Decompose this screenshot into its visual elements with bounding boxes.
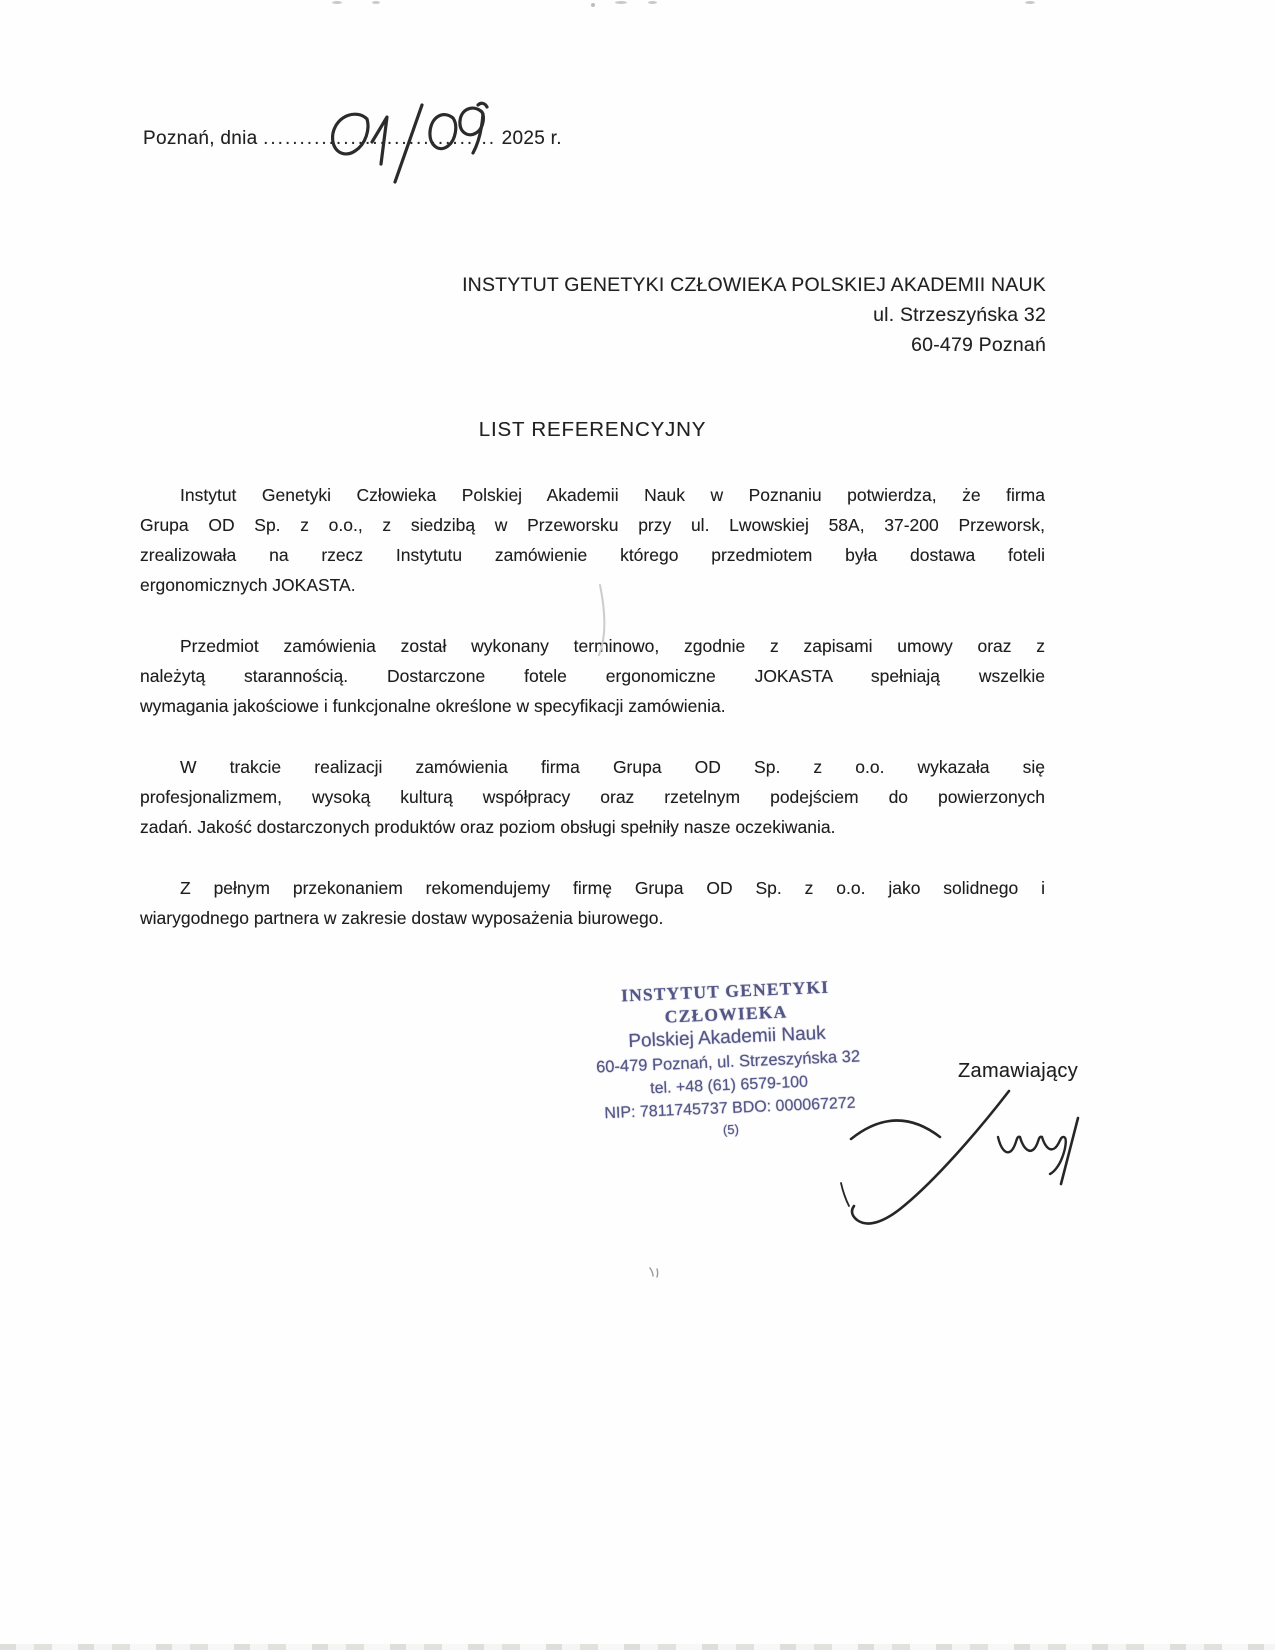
scan-speck [648, 1, 657, 4]
body-line: Z pełnym przekonaniem rekomendujemy firmę Grupa OD Sp. z o.o. jako solidnego i [180, 878, 1045, 898]
recipient-street: ul. Strzeszyńska 32 [873, 304, 1046, 326]
body-line: profesjonalizmem, wysoką kulturą współpracy oraz rzetelnym podejściem do powierzonych [140, 787, 1045, 807]
body-line: W trakcie realizacji zamówienia firma Grupa OD Sp. z o.o. wykazała się [180, 757, 1045, 777]
body-line: ergonomicznych JOKASTA. [140, 575, 356, 595]
recipient-name: INSTYTUT GENETYKI CZŁOWIEKA POLSKIEJ AKADEMII NAUK [462, 274, 1046, 296]
scan-speck [615, 1, 627, 4]
body-line: wiarygodnego partnera w zakresie dostaw wyposażenia biurowego. [140, 908, 664, 928]
handwritten-date-value [0, 0, 1, 1]
date-year-suffix: 2025 r. [501, 128, 562, 149]
paragraph-2 [140, 631, 1045, 721]
document-title: LIST REFERENCYJNY [478, 418, 707, 441]
recipient-city: 60-479 Poznań [911, 334, 1046, 356]
stamp-phone: tel. +48 (61) 6579-100 [649, 1073, 809, 1098]
institution-stamp [575, 974, 881, 1146]
paragraph-3 [140, 752, 1045, 842]
signer-role-label: Zamawiający [958, 1060, 1078, 1082]
body-line: zrealizowała na rzecz Instytutu zamówienie którego przedmiotem była dostawa foteli [140, 545, 1045, 565]
body-line: należytą starannością. Dostarczone fotele ergonomiczne JOKASTA spełniają wszelkie [140, 666, 1045, 686]
body-line: Przedmiot zamówienia został wykonany terminowo, zgodnie z zapisami umowy oraz z [180, 636, 1045, 656]
stamp-address: 60-479 Poznań, ul. Strzeszyńska 32 [595, 1047, 861, 1077]
scan-speck [1025, 1, 1035, 4]
stamp-academy-name: Polskiej Akademii Nauk [627, 1022, 827, 1053]
stamp-institute-name: INSTYTUT GENETYKI CZŁOWIEKA [620, 976, 830, 1027]
scan-speck [591, 3, 595, 7]
body-line: Instytut Genetyki Człowieka Polskiej Akademii Nauk w Poznaniu potwierdza, że firma [180, 485, 1045, 505]
stamp-nip-bdo: NIP: 7811745737 BDO: 000067272 [604, 1094, 856, 1123]
scan-speck [372, 1, 380, 4]
date-dotted-rule: ................................ [263, 128, 497, 149]
scan-speck [332, 1, 342, 4]
paragraph-1 [140, 480, 1045, 600]
body-line: wymagania jakościowe i funkcjonalne określone w specyfikacji zamówienia. [140, 696, 726, 716]
recipient-address-block [462, 270, 1046, 360]
body-line: Grupa OD Sp. z o.o., z siedzibą w Przeworsku przy ul. Lwowskiej 58A, 37-200 Przeworsk, [140, 515, 1045, 535]
date-city-label: Poznań, dnia [143, 128, 258, 149]
date-line [143, 128, 562, 150]
body-line: zadań. Jakość dostarczonych produktów oraz poziom obsługi spełniły nasze oczekiwania. [140, 817, 836, 837]
scan-edge-artifact [0, 1644, 1275, 1650]
stamp-number: (5) [722, 1121, 740, 1138]
letter-body [140, 480, 1045, 964]
paragraph-4 [140, 873, 1045, 933]
